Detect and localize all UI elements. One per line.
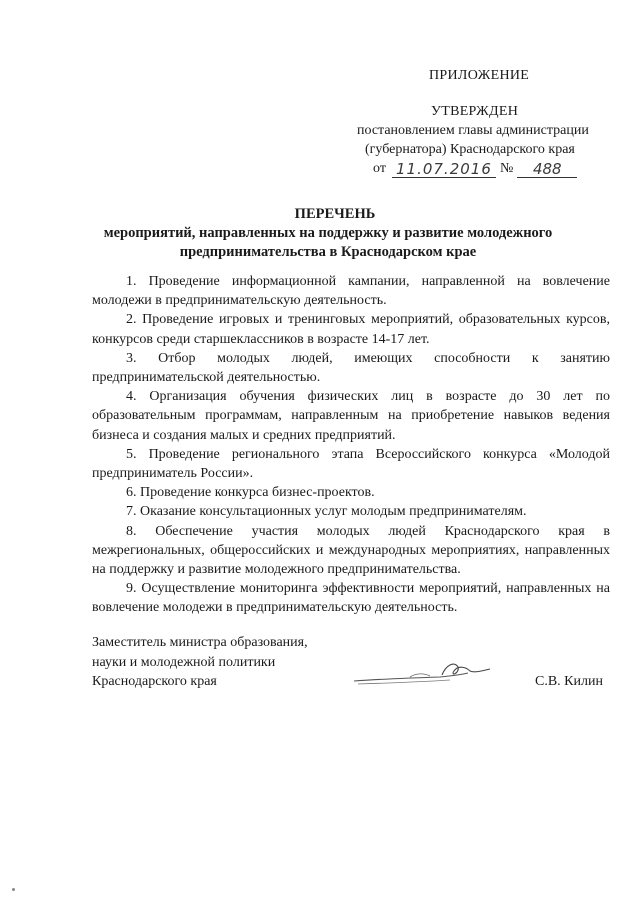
handwritten-number: 488: [517, 161, 577, 178]
signatory-title-line-1: Заместитель министра образования,: [92, 635, 308, 650]
approved-by-line-2: (губернатора) Краснодарского края: [365, 142, 575, 157]
list-item: 5. Проведение регионального этапа Всероссийского конкурса «Молодой предприниматель России».: [92, 446, 610, 482]
list-item: 6. Проведение конкурса бизнес-проектов.: [126, 485, 375, 501]
signatory-title-line-3: Краснодарского края: [92, 674, 217, 689]
approved-label: УТВЕРЖДЕН: [431, 104, 519, 119]
title-sub-line-2: предпринимательства в Краснодарском крае: [179, 244, 477, 260]
title-main: ПЕРЕЧЕНЬ: [294, 206, 376, 222]
list-item: 8. Обеспечение участия молодых людей Краснодарского края в межрегиональных, общероссийских и международных мероприятиях, направленных на поддержку и развитие молодежного предпринимательства.: [92, 523, 610, 578]
list-item: 9. Осуществление мониторинга эффективности мероприятий, направленных на вовлечение молодежи в предпринимательскую деятельность.: [92, 581, 610, 616]
scan-dot: [12, 888, 15, 891]
date-prefix: от: [373, 161, 386, 176]
approved-by-line-1: постановлением главы администрации: [357, 123, 589, 138]
measures-list: [92, 272, 610, 618]
list-item: 1. Проведение информационной кампании, направленной на вовлечение молодежи в предпринимательскую деятельность.: [92, 274, 610, 309]
date-number-line: [373, 159, 577, 178]
document-title: [0, 205, 640, 262]
signatory-title-line-2: науки и молодежной политики: [92, 654, 276, 670]
list-item: 3. Отбор молодых людей, имеющих способности к занятию предпринимательской деятельностью.: [92, 350, 610, 386]
handwritten-date: 11.07.2016: [392, 161, 496, 178]
title-sub-line-1: мероприятий, направленных на поддержку и развитие молодежного: [103, 225, 553, 241]
signature-block: [92, 633, 622, 692]
appendix-label: ПРИЛОЖЕНИЕ: [429, 68, 530, 83]
number-sign: №: [499, 161, 514, 176]
list-item: 4. Организация обучения физических лиц в возрасте до 30 лет по образовательным программам, направленным на приобретение навыков ведения бизнеса и создания малых и средних предприятий.: [92, 389, 610, 443]
signatory-name: С.В. Килин: [535, 674, 603, 689]
handwritten-signature: [350, 651, 500, 691]
list-item: 7. Оказание консультационных услуг молодым предпринимателям.: [126, 504, 527, 520]
list-item: 2. Проведение игровых и тренинговых мероприятий, образовательных курсов, конкурсов среди старшеклассников в возрасте 14-17 лет.: [92, 312, 610, 347]
